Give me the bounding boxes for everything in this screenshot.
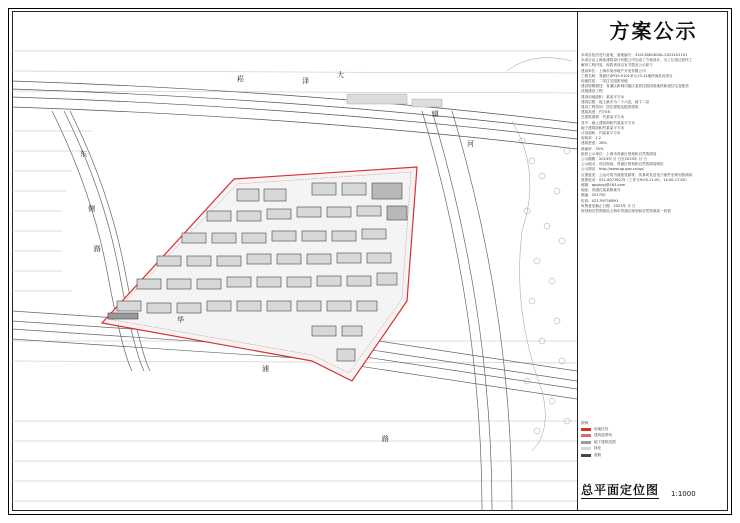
building [312, 183, 336, 195]
south-road-label-2: 浦 [262, 365, 269, 373]
building [217, 256, 241, 266]
panel-line: 联系电话：021-69716275（工作日9:00-11:00，14:00-17:00） [581, 177, 689, 182]
building [237, 189, 259, 201]
drawing-title: 总平面定位图 [581, 483, 660, 497]
building [242, 233, 266, 243]
site-plan-svg [12, 11, 577, 511]
panel-line: 邮箱：qpghzyj@163.com [581, 183, 626, 188]
building [117, 301, 141, 311]
building [337, 253, 361, 263]
panel-line: 建筑密度：28% [581, 141, 607, 146]
panel-line: 建设规模描述：青浦区新城功能区某居住组团某地块新建住宅及配套 [581, 84, 689, 89]
legend-item [581, 452, 727, 459]
building [387, 206, 407, 220]
panel-line: 建筑高度：约75米 [581, 110, 611, 115]
building [372, 183, 402, 199]
legend-label: 建筑退界线 [594, 433, 612, 438]
building [147, 303, 171, 313]
south-road-label-3: 路 [382, 435, 389, 443]
legend-label: 地下建筑范围 [594, 439, 616, 444]
east-road-label: 河 [467, 140, 474, 148]
panel-line: 建设工程类别：居住建筑及配套建筑 [581, 105, 639, 110]
building [237, 211, 261, 221]
panel-line: 总建筑面积：约某某平方米 [581, 115, 625, 120]
west-diagonal-road [52, 111, 150, 371]
site-boundary [102, 167, 417, 381]
legend [581, 421, 727, 473]
panel-line: 工程名称：青浦区XPQ9-0101单元13-12地块商品房项目 [581, 73, 673, 78]
legend-swatch [581, 428, 591, 431]
building [277, 254, 301, 264]
panel-line: 其中：地上建筑面积约某某平方米 [581, 120, 635, 125]
panel-line: 邮编：201700 [581, 193, 606, 198]
building [247, 254, 271, 264]
west-road-label-3: 路 [94, 245, 101, 253]
building [332, 231, 356, 241]
panel-line: 公示地点：项目现场、青浦区规划和自然资源局网站 [581, 162, 664, 167]
building [367, 253, 391, 263]
building [227, 277, 251, 287]
building [377, 273, 397, 285]
building [272, 231, 296, 241]
building [342, 183, 366, 195]
info-panel [577, 11, 729, 511]
legend-swatch [581, 441, 591, 444]
west-road-label-2: 侧 [88, 205, 95, 213]
panel-line: 建筑层数：地上最多为二十六层，地下二层 [581, 99, 650, 104]
building [287, 277, 311, 287]
building [207, 301, 231, 311]
building [312, 326, 336, 336]
building [297, 207, 321, 217]
panel-line: 设施建设工程 [581, 89, 603, 94]
north-road-label-1: 崧 [237, 75, 244, 83]
building [267, 301, 291, 311]
building [362, 229, 386, 239]
site-plan-map [12, 11, 577, 511]
building [317, 276, 341, 286]
building [297, 301, 321, 311]
north-road-label-3: 大 [337, 71, 344, 79]
building [108, 313, 138, 319]
north-road-label-4: 道 [432, 110, 439, 118]
panel-line: 本项目由上海某建筑设计有限公司完成了方案设计，为了让周边居民了 [581, 58, 693, 63]
north-hatch [347, 94, 442, 107]
building [197, 279, 221, 289]
panel-line: 反馈意见：公众可将书面意见邮寄、传真或发送电子邮件至规划资源局 [581, 172, 693, 177]
panel-line: 容积率：2.2 [581, 136, 602, 141]
panel-line: 计容面积：约某某平方米 [581, 131, 621, 136]
building [347, 276, 371, 286]
panel-line: 公示网站：http://www.qp.gov.cn/qp/ [581, 167, 645, 172]
panel-line: 解该工程内容，现将该项目有关情况公示如下： [581, 63, 657, 68]
panel-line: 建设单位：上海市某房地产开发有限公司 [581, 68, 646, 73]
building [357, 206, 381, 216]
building [187, 256, 211, 266]
panel-line: 规划和自然资源局上海市青浦区规划和自然资源局一同管 [581, 209, 671, 214]
building [212, 233, 236, 243]
building [264, 189, 286, 201]
footer [581, 477, 727, 499]
legend-label: 道路 [594, 452, 602, 457]
legend-swatch [581, 434, 591, 437]
panel-line: 收集意见截止日期：2023年 月 日 [581, 203, 636, 208]
north-road-label-2: 泽 [302, 77, 309, 85]
building [267, 209, 291, 219]
west-road-label-1: 东 [80, 150, 87, 158]
panel-title: 方案公示 [609, 19, 698, 43]
building [357, 301, 377, 311]
panel-line: 组织公示单位：上海市青浦区规划和自然资源局 [581, 151, 657, 156]
panel-line: 本项目依法进行备案，备案编号：310118KGKG0L-2023101101 [581, 53, 688, 57]
panel-text-lines [581, 53, 727, 214]
legend-label: 绿化 [594, 446, 602, 451]
building [157, 256, 181, 266]
panel-line: 地下建筑面积约某某平方米 [581, 125, 625, 130]
legend-swatch [581, 447, 591, 450]
building [337, 349, 355, 361]
panel-line: 用地性质：二类住宅组团用地 [581, 79, 628, 84]
east-greenery [507, 58, 572, 451]
building [307, 254, 331, 264]
legend-items [581, 426, 727, 459]
panel-line: 建设用地面积：某某平方米 [581, 94, 625, 99]
legend-heading: 图例 [581, 421, 589, 425]
building [237, 301, 261, 311]
building [342, 326, 362, 336]
building [167, 279, 191, 289]
drawing-scale: 1:1000 [671, 490, 696, 498]
panel-line: 绿地率：35% [581, 146, 604, 151]
south-road-label-1: 华 [177, 316, 184, 324]
legend-label: 用地红线 [594, 426, 609, 431]
building [177, 303, 201, 313]
panel-line: 地址：青浦区某某路某号 [581, 188, 621, 193]
building [257, 277, 281, 287]
panel-line: 传真：021-59716891 [581, 198, 619, 203]
building [327, 301, 351, 311]
east-road [422, 111, 512, 511]
building [182, 233, 206, 243]
building [302, 231, 326, 241]
panel-line: 公示期限：2023年 月 日至2023年 月 日 [581, 157, 647, 162]
legend-swatch [581, 454, 591, 457]
building [137, 279, 161, 289]
building [327, 207, 351, 217]
building [207, 211, 231, 221]
